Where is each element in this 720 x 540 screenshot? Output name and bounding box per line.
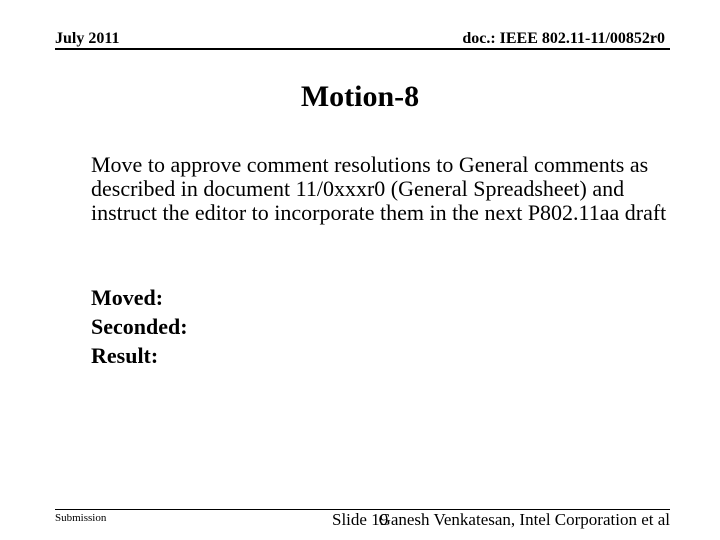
footer-author: Ganesh Venkatesan, Intel Corporation et al (378, 510, 670, 529)
seconded-label: Seconded: (91, 314, 188, 339)
vote-fields (91, 283, 188, 370)
slide-title (0, 80, 720, 114)
header-doc-id: doc.: IEEE 802.11-11/00852r0 (462, 30, 665, 47)
moved-label: Moved: (91, 285, 164, 310)
motion-text: Move to approve comment resolutions to General comments as described in document 11/0xxxr0 (General Spreadsheet) and instruct the editor to incorporate them in the next P802.11aa draft (91, 152, 667, 225)
slide-title-text: Motion-8 (300, 80, 420, 113)
result-label: Result: (91, 343, 159, 368)
footer-submission: Submission (55, 512, 107, 524)
header-divider (55, 48, 670, 50)
header-date: July 2011 (55, 30, 120, 47)
footer-slide-number: Slide 19 (332, 510, 389, 529)
